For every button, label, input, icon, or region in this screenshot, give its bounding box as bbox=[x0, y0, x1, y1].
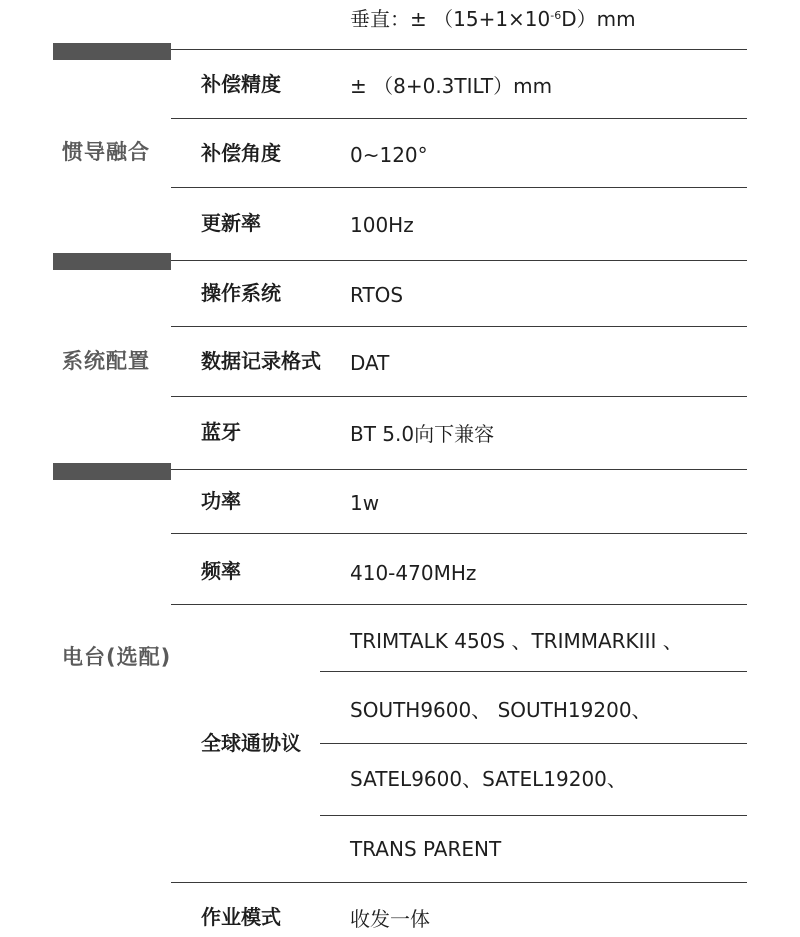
row-divider bbox=[171, 49, 747, 50]
spec-key-os: 操作系统 bbox=[201, 281, 281, 305]
row-divider bbox=[171, 326, 747, 327]
row-divider bbox=[171, 882, 747, 883]
spec-value-protocol-line: TRIMTALK 450S 、TRIMMARKIII 、 bbox=[350, 629, 683, 653]
spec-value-compensation-angle: 0~120° bbox=[350, 143, 428, 167]
spec-value-protocol-line: SOUTH9600、 SOUTH19200、 bbox=[350, 698, 652, 722]
row-divider bbox=[171, 396, 747, 397]
row-divider bbox=[171, 469, 747, 470]
row-divider bbox=[171, 533, 747, 534]
spec-value-power: 1w bbox=[350, 491, 380, 515]
section-title-system-config: 系统配置 bbox=[62, 349, 150, 373]
spec-value-bluetooth: BT 5.0向下兼容 bbox=[350, 422, 495, 446]
spec-key-power: 功率 bbox=[201, 489, 241, 513]
row-divider bbox=[320, 743, 747, 744]
section-title-radio-optional: 电台(选配) bbox=[62, 645, 172, 669]
spec-value-os: RTOS bbox=[350, 283, 404, 307]
row-divider bbox=[171, 187, 747, 188]
spec-key-update-rate: 更新率 bbox=[201, 211, 261, 235]
spec-value-protocol-line: SATEL9600、SATEL19200、 bbox=[350, 767, 627, 791]
row-divider bbox=[171, 604, 747, 605]
row-divider bbox=[171, 260, 747, 261]
spec-value-protocol-line: TRANS PARENT bbox=[350, 837, 502, 861]
section-title-ins-fusion: 惯导融合 bbox=[62, 140, 150, 164]
spec-key-compensation-angle: 补偿角度 bbox=[201, 141, 281, 165]
spec-key-working-mode: 作业模式 bbox=[201, 905, 281, 929]
row-divider bbox=[171, 118, 747, 119]
section-marker-bar bbox=[53, 463, 171, 480]
spec-key-bluetooth: 蓝牙 bbox=[201, 420, 241, 444]
spec-value-frequency: 410-470MHz bbox=[350, 561, 477, 585]
spec-value-compensation-accuracy: ± （8+0.3TILT）mm bbox=[350, 74, 553, 98]
vertical-accuracy-value: 垂直：± $(15+1\times 10^{-6}D)mm$ bbox=[350, 7, 636, 31]
row-divider bbox=[320, 815, 747, 816]
spec-key-protocols: 全球通协议 bbox=[201, 731, 301, 755]
section-marker-bar bbox=[53, 253, 171, 270]
spec-value-working-mode: 收发一体 bbox=[350, 907, 430, 931]
section-marker-bar bbox=[53, 43, 171, 60]
spec-key-frequency: 频率 bbox=[201, 559, 241, 583]
spec-value-update-rate: 100Hz bbox=[350, 213, 414, 237]
row-divider bbox=[320, 671, 747, 672]
spec-value-data-format: DAT bbox=[350, 351, 390, 375]
spec-key-compensation-accuracy: 补偿精度 bbox=[201, 72, 281, 96]
spec-key-data-format: 数据记录格式 bbox=[201, 349, 321, 373]
